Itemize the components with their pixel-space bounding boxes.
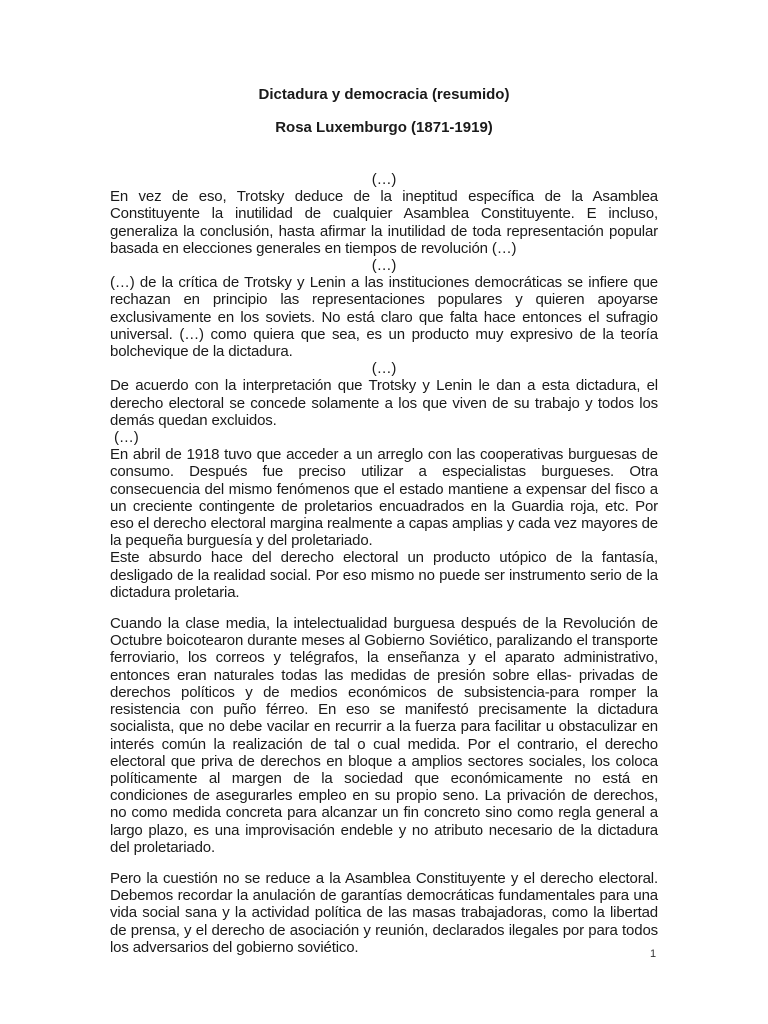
ellipsis-marker: (…): [371, 360, 397, 378]
paragraph: De acuerdo con la interpretación que Trotsky y Lenin le dan a esta dictadura, el derecho electoral se concede solamente a los que viven de su trabajo y todos los demás quedan excluidos.: [110, 377, 658, 429]
paragraph: En vez de eso, Trotsky deduce de la ineptitud específica de la Asamblea Constituyente la inutilidad de cualquier Asamblea Constituyente. E incluso, generaliza la conclusión, hasta afirmar la inutilidad de toda representación popular basada en elecciones generales en tiempos de revolución (…): [110, 188, 658, 257]
document-author: Rosa Luxemburgo (1871-1919): [275, 119, 493, 136]
paragraph: En abril de 1918 tuvo que acceder a un arreglo con las cooperativas burguesas de consumo. Después fue preciso utilizar a especialistas burgueses. Otra consecuencia del mismo fenómenos que el estado mantiene a expensar del fisco a un creciente contingente de proletarios encuadrados en la Guardia roja, etc. Por eso el derecho electoral margina realmente a capas amplias y cada vez mayores de la pequeña burguesía y del proletariado.: [110, 446, 658, 550]
page-number: 1: [650, 948, 657, 960]
ellipsis-marker: (…): [114, 429, 139, 447]
ellipsis-marker: (…): [371, 257, 397, 275]
document-body: [110, 171, 658, 956]
document-title: Dictadura y democracia (resumido): [258, 86, 510, 103]
paragraph: Este absurdo hace del derecho electoral un producto utópico de la fantasía, desligado de la realidad social. Por eso mismo no puede ser instrumento serio de la dictadura proletaria.: [110, 549, 658, 601]
paragraph: Pero la cuestión no se reduce a la Asamblea Constituyente y el derecho electoral. Debemos recordar la anulación de garantías democráticas fundamentales para una vida social sana y la actividad política de las masas trabajadoras, como la libertad de prensa, y el derecho de asociación y reunión, declarados ilegales por para todos los adversarios del gobierno soviético.: [110, 869, 658, 956]
paragraph: Cuando la clase media, la intelectualidad burguesa después de la Revolución de Octubre boicotearon durante meses al Gobierno Soviético, paralizando el transporte ferroviario, los correos y telégrafos, la enseñanza y el aparato administrativo, entonces eran naturales todas las medidas de presión sobre ellas- privadas de derechos políticos y de medios económicos de subsistencia-para romper la resistencia con puño férreo. En eso se manifestó precisamente la dictadura socialista, que no debe vacilar en recurrir a la fuerza para facilitar u obstaculizar en interés común la realización de tal o cual medida. Por el contrario, el derecho electoral que priva de derechos en bloque a amplios sectores sociales, los coloca políticamente al margen de la sociedad que económicamente no está en condiciones de asegurarles empleo en su propio seno. La privación de derechos, no como medida concreta para alcanzar un fin concreto sino como regla general a largo plazo, es una improvisación endeble y no atributo necesario de la dictadura del proletariado.: [110, 615, 658, 856]
ellipsis-marker: (…): [371, 171, 397, 188]
paragraph: (…) de la crítica de Trotsky y Lenin a las instituciones democráticas se infiere que rechazan en principio las representaciones populares y quieren apoyarse exclusivamente en los soviets. No está claro que falta hace entonces el sufragio universal. (…) como quiera que sea, es un producto muy expresivo de la teoría bolchevique de la dictadura.: [110, 274, 658, 361]
